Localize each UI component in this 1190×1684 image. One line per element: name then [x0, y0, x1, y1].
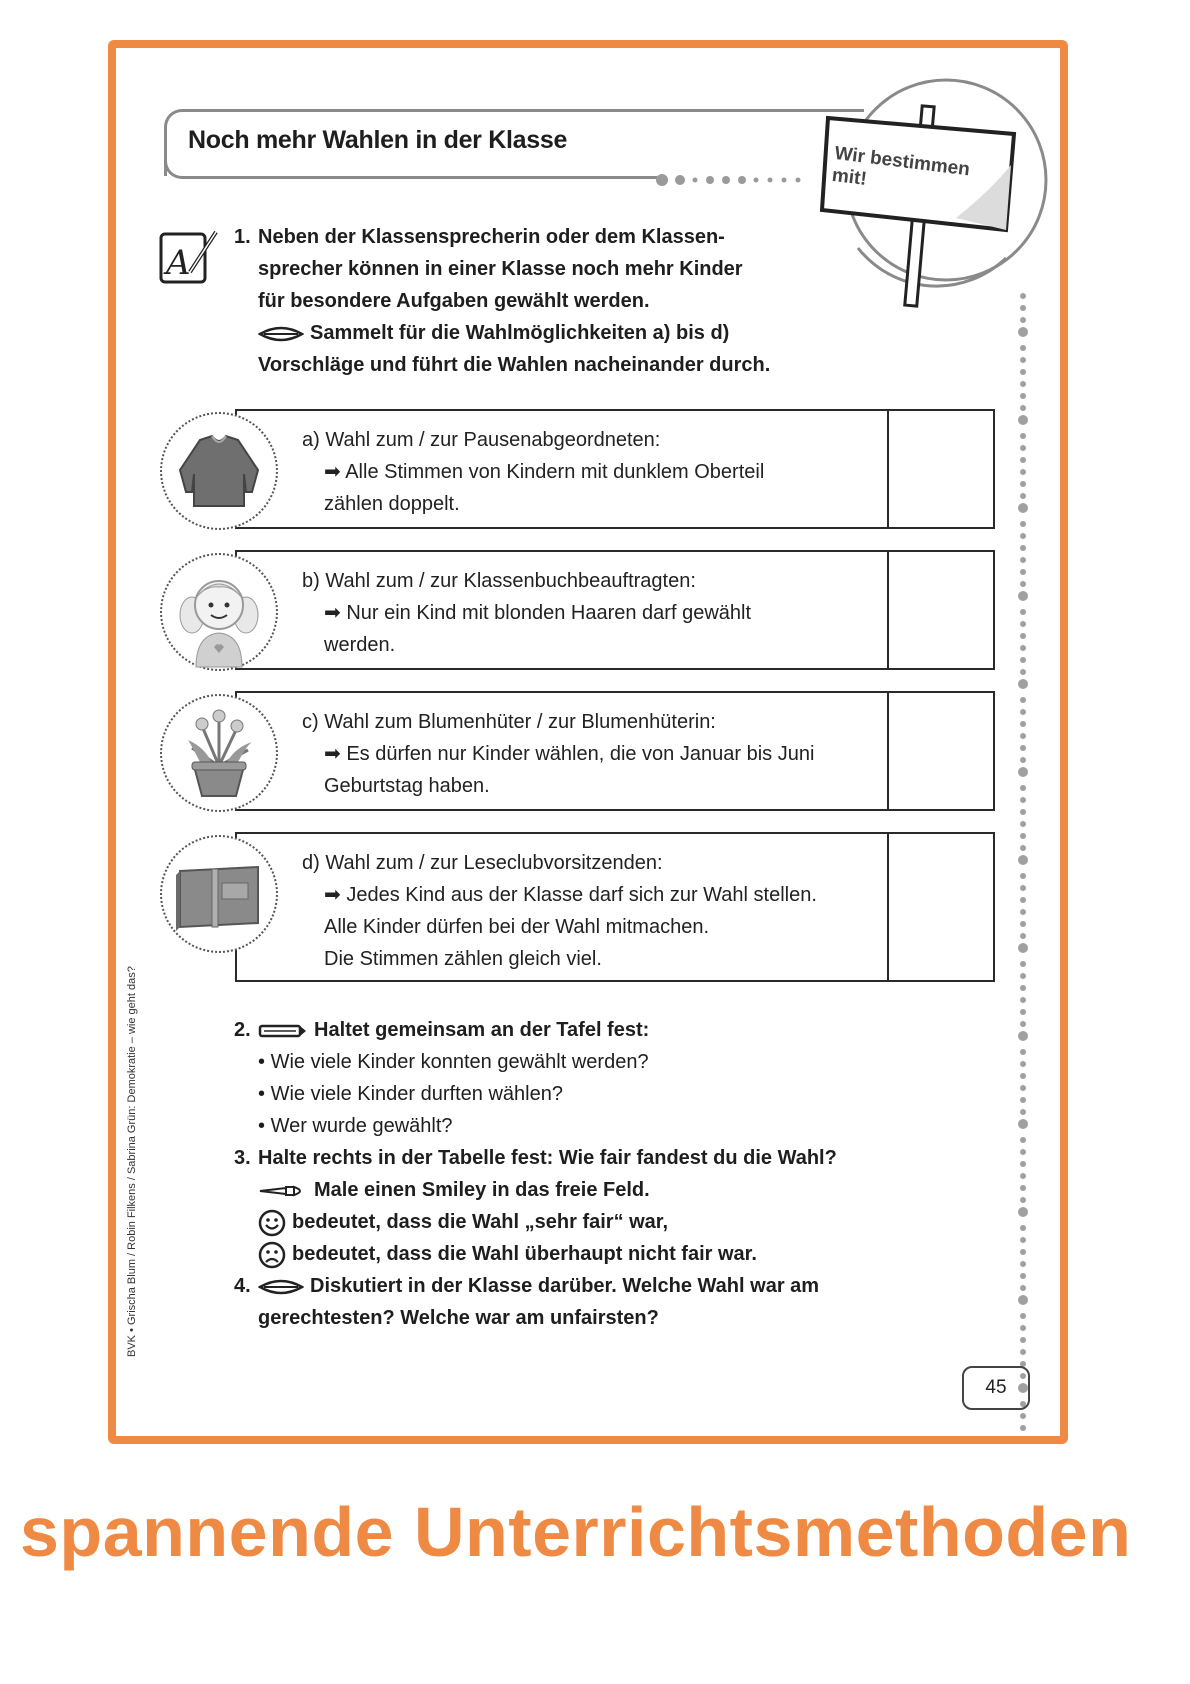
decorative-dot: [1020, 897, 1026, 903]
decorative-dot: [1018, 1031, 1028, 1041]
decorative-dot: [1020, 1349, 1026, 1355]
task2-bullet: • Wie viele Kinder durften wählen?: [258, 1083, 563, 1105]
election-rule-cont-a: zählen doppelt.: [324, 493, 460, 515]
task1-line: für besondere Aufgaben gewählt werden.: [258, 290, 650, 312]
decorative-dot: [1020, 433, 1026, 439]
task4-line: [258, 1270, 819, 1302]
chalk-icon: [258, 1023, 308, 1039]
decorative-dot: [1020, 545, 1026, 551]
decorative-dot: [1018, 1207, 1028, 1217]
task1-line: sprecher können in einer Klasse noch mehr Kinder: [258, 258, 743, 280]
bullet-text: Wer wurde gewählt?: [270, 1115, 453, 1137]
decorative-dot: [1018, 327, 1028, 337]
task1-line: Neben der Klassensprecherin oder dem Klassen-: [258, 226, 725, 248]
task3-line3: bedeutet, dass die Wahl überhaupt nicht fair war.: [292, 1243, 757, 1265]
decorative-dot: [1018, 1119, 1028, 1129]
decorative-dot: [1020, 845, 1026, 851]
task2-heading-line: [258, 1014, 649, 1046]
decorative-dot: [1020, 293, 1026, 299]
decorative-dot: [1020, 1285, 1026, 1291]
election-rule-a: [324, 456, 764, 488]
arrow-right-icon: ➡: [324, 743, 347, 765]
election-rule-d: [324, 879, 817, 911]
decorative-dots-vertical: [1016, 290, 1030, 1440]
decorative-dot: [1020, 621, 1026, 627]
decorative-dot: [1020, 1237, 1026, 1243]
decorative-dot: [1020, 569, 1026, 575]
decorative-dot: [1020, 885, 1026, 891]
decorative-dot: [1020, 481, 1026, 487]
election-rule-cont-c: Geburtstag haben.: [324, 775, 490, 797]
decorative-dot: [1020, 1049, 1026, 1055]
decorative-dot: [1018, 679, 1028, 689]
decorative-dot: [1020, 381, 1026, 387]
task3-heading: Halte rechts in der Tabelle fest: Wie fair fandest du die Wahl?: [258, 1147, 837, 1169]
election-rule-c: [324, 738, 814, 770]
arrow-right-icon: ➡: [324, 884, 347, 906]
decorative-dot: [1020, 469, 1026, 475]
task3-line: [258, 1238, 757, 1270]
task4-line2: gerechtesten? Welche war am unfairsten?: [258, 1307, 659, 1329]
decorative-dot: [1020, 1273, 1026, 1279]
decorative-dot: [1020, 733, 1026, 739]
decorative-dot: [1020, 457, 1026, 463]
decorative-dot: [1020, 1137, 1026, 1143]
rating-cell[interactable]: [887, 834, 993, 980]
decorative-dot: [1020, 369, 1026, 375]
decorative-dot: [1020, 581, 1026, 587]
task2-bullet: • Wer wurde gewählt?: [258, 1115, 453, 1137]
sweater-icon: [160, 412, 278, 530]
decorative-dot: [1020, 1061, 1026, 1067]
decorative-dot: [1020, 557, 1026, 563]
decorative-dot: [1020, 1009, 1026, 1015]
decorative-dot: [1020, 533, 1026, 539]
decorative-dot: [1020, 317, 1026, 323]
decorative-dot: [1020, 1313, 1026, 1319]
decorative-dot: [1018, 415, 1028, 425]
decorative-dot: [1020, 1149, 1026, 1155]
task4-line1: Diskutiert in der Klasse darüber. Welche Wahl war am: [310, 1275, 820, 1297]
election-rule-text: Es dürfen nur Kinder wählen, die von Januar bis Juni: [346, 743, 815, 765]
election-rule-text: Jedes Kind aus der Klasse darf sich zur Wahl stellen.: [346, 884, 817, 906]
decorative-dot: [1018, 767, 1028, 777]
decorative-dot: [1020, 697, 1026, 703]
task2-heading: Haltet gemeinsam an der Tafel fest:: [314, 1019, 650, 1041]
task2-number: 2.: [234, 1019, 251, 1041]
decorative-dot: [1020, 1109, 1026, 1115]
bullet-text: Wie viele Kinder konnten gewählt werden?: [270, 1051, 649, 1073]
decorative-dot: [1020, 873, 1026, 879]
decorative-dot: [1020, 357, 1026, 363]
decorative-dot: [1018, 943, 1028, 953]
election-title-d: d) Wahl zum / zur Leseclubvorsitzenden:: [302, 852, 663, 874]
decorative-dot: [1020, 669, 1026, 675]
decorative-dot: [1020, 809, 1026, 815]
decorative-dot: [1020, 1185, 1026, 1191]
decorative-dot: [1020, 909, 1026, 915]
decorative-dot: [1020, 997, 1026, 1003]
mouth-speak-icon: [258, 1278, 304, 1296]
task4-number: 4.: [234, 1275, 251, 1297]
bullet-text: Wie viele Kinder durften wählen?: [270, 1083, 563, 1105]
girl-icon: [160, 553, 278, 671]
election-rule-text: Nur ein Kind mit blonden Haaren darf gewählt: [346, 602, 752, 624]
mouth-speak-icon: [258, 325, 304, 343]
decorative-dot: [1020, 345, 1026, 351]
decorative-dot: [1018, 503, 1028, 513]
decorative-dot: [1020, 821, 1026, 827]
task1-line-with-icon: [258, 317, 729, 349]
rating-cell[interactable]: [887, 411, 993, 527]
sad-smiley-icon: [258, 1241, 286, 1269]
decorative-dot: [1020, 1413, 1026, 1419]
decorative-dot: [1020, 709, 1026, 715]
decorative-dot: [1020, 1249, 1026, 1255]
decorative-dot: [1020, 1325, 1026, 1331]
rating-cell[interactable]: [887, 693, 993, 809]
decorative-dot: [1020, 921, 1026, 927]
brush-icon: [258, 1183, 308, 1199]
task3-line: [258, 1174, 650, 1206]
decorative-dot: [1020, 961, 1026, 967]
task1-line: Vorschläge und führt die Wahlen nacheinander durch.: [258, 354, 771, 376]
decorative-dot: [1018, 1295, 1028, 1305]
decorative-dot: [1020, 1173, 1026, 1179]
page-number: 45: [962, 1366, 1030, 1410]
decorative-dot: [1020, 645, 1026, 651]
side-credit: BVK • Grischa Blum / Robin Filkens / Sabrina Grün: Demokratie – wie geht das?: [126, 966, 138, 1357]
election-rule-cont-d: Alle Kinder dürfen bei der Wahl mitmachen.: [324, 916, 709, 938]
decorative-dot: [1020, 1225, 1026, 1231]
decorative-dot: [1020, 785, 1026, 791]
sign-text: Wir bestimmen mit!: [830, 143, 972, 190]
task3-line2: bedeutet, dass die Wahl „sehr fair“ war,: [292, 1211, 669, 1233]
decorative-dot: [1020, 973, 1026, 979]
decorative-dot: [1020, 405, 1026, 411]
task3-number: 3.: [234, 1147, 251, 1169]
election-title-a: a) Wahl zum / zur Pausenabgeordneten:: [302, 429, 661, 451]
decorative-dots: [650, 173, 820, 187]
task2-bullet: • Wie viele Kinder konnten gewählt werden?: [258, 1051, 649, 1073]
election-rule-b: [324, 597, 751, 629]
writing-task-icon: [158, 226, 224, 286]
decorative-dot: [1020, 1021, 1026, 1027]
decorative-dot: [1020, 933, 1026, 939]
decorative-dot: [1020, 757, 1026, 763]
decorative-dot: [1020, 721, 1026, 727]
decorative-dot: [1020, 609, 1026, 615]
decorative-dot: [1020, 1097, 1026, 1103]
decorative-dot: [1020, 985, 1026, 991]
election-rule-text: Alle Stimmen von Kindern mit dunklem Oberteil: [345, 461, 765, 483]
election-rule-cont-d: Die Stimmen zählen gleich viel.: [324, 948, 602, 970]
decorative-dot: [1020, 493, 1026, 499]
decorative-dot: [1020, 521, 1026, 527]
election-title-b: b) Wahl zum / zur Klassenbuchbeauftragten:: [302, 570, 696, 592]
decorative-dot: [1020, 1425, 1026, 1431]
decorative-dot: [1020, 1337, 1026, 1343]
page-title: Noch mehr Wahlen in der Klasse: [188, 126, 568, 154]
decorative-dot: [1018, 855, 1028, 865]
footer-tagline: spannende Unterrichtsmethoden: [20, 1493, 1132, 1571]
decorative-dot: [1020, 305, 1026, 311]
task3-line1: Male einen Smiley in das freie Feld.: [314, 1179, 650, 1201]
task1-line: Sammelt für die Wahlmöglichkeiten a) bis d): [310, 322, 730, 344]
decorative-dot: [1020, 833, 1026, 839]
rating-cell[interactable]: [887, 552, 993, 668]
happy-smiley-icon: [258, 1209, 286, 1237]
task3-line: [258, 1206, 668, 1238]
decorative-dot: [1020, 1161, 1026, 1167]
election-rule-cont-b: werden.: [324, 634, 396, 656]
decorative-dot: [1020, 1197, 1026, 1203]
arrow-right-icon: ➡: [324, 461, 346, 483]
arrow-right-icon: ➡: [324, 602, 347, 624]
decorative-dot: [1020, 657, 1026, 663]
book-icon: [160, 835, 278, 953]
decorative-dot: [1018, 591, 1028, 601]
decorative-dot: [1020, 1073, 1026, 1079]
decorative-dot: [1020, 797, 1026, 803]
task1-number: 1.: [234, 226, 251, 248]
decorative-dot: [1020, 1261, 1026, 1267]
decorative-dot: [1020, 633, 1026, 639]
election-title-c: c) Wahl zum Blumenhüter / zur Blumenhüterin:: [302, 711, 716, 733]
svg-text:A: A: [166, 243, 191, 283]
decorative-dot: [1020, 1085, 1026, 1091]
flower-pot-icon: [160, 694, 278, 812]
decorative-dot: [1020, 393, 1026, 399]
decorative-dot: [1020, 745, 1026, 751]
decorative-dot: [1020, 445, 1026, 451]
